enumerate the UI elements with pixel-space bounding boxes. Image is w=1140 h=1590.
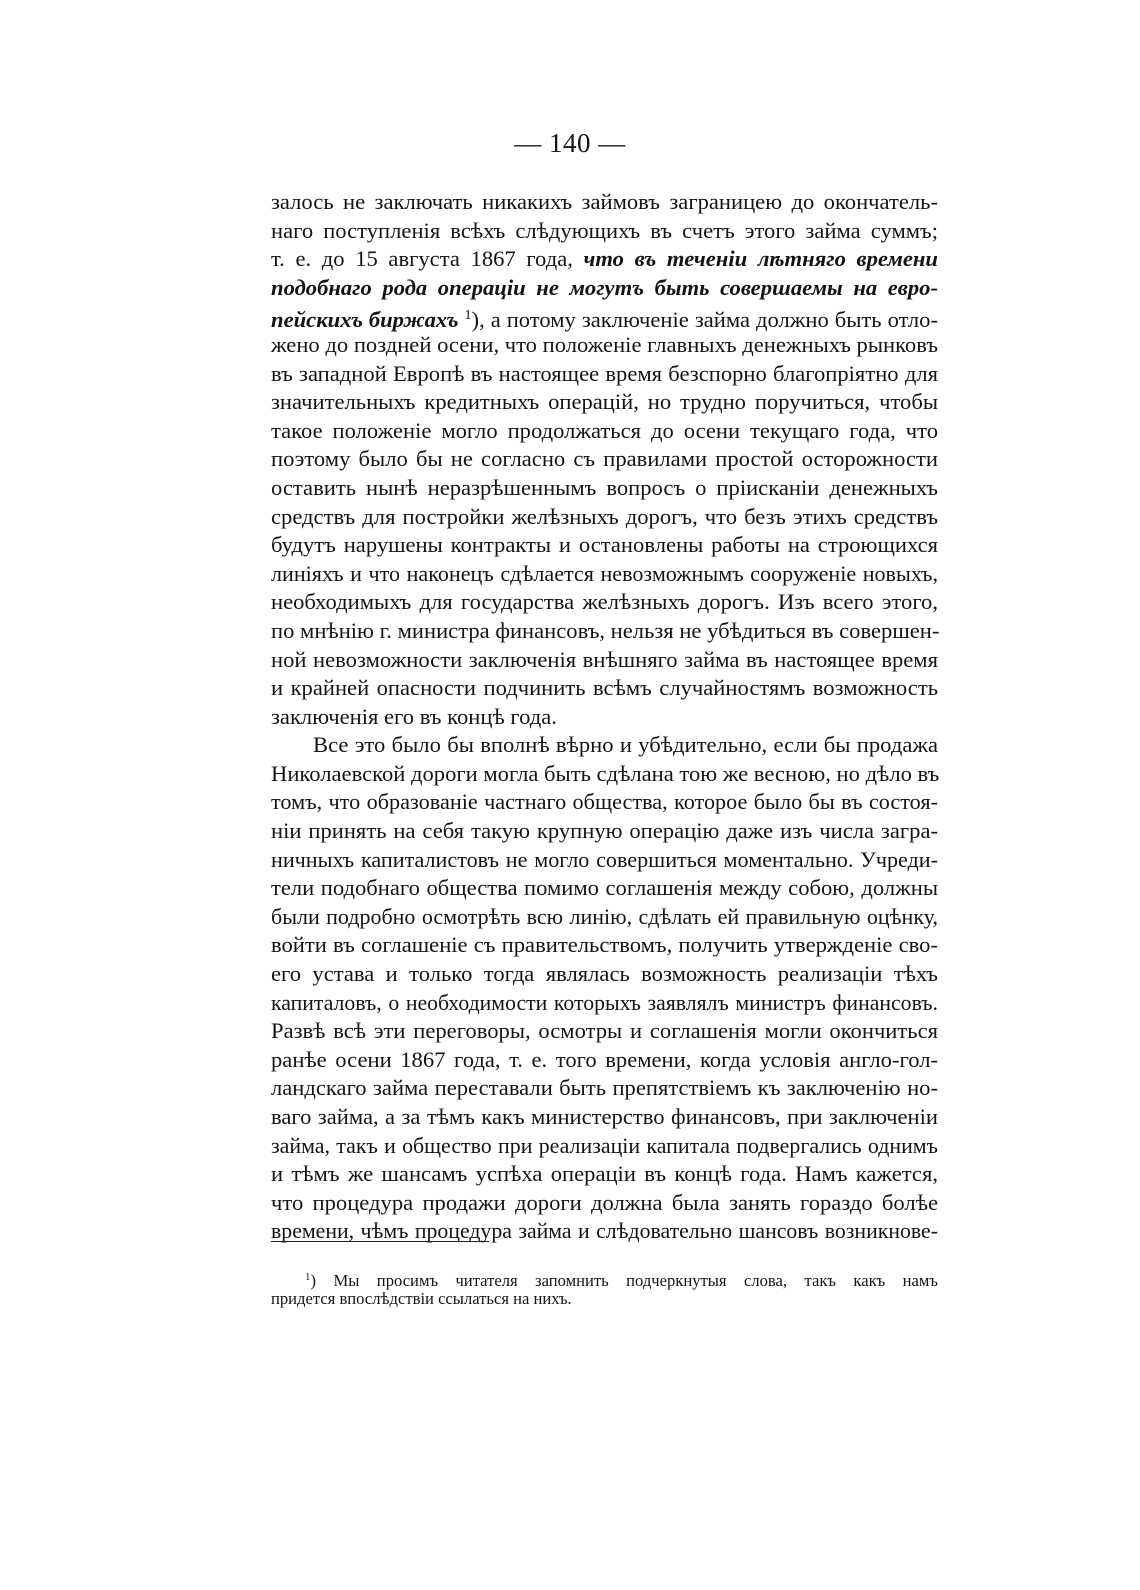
text-line: ваго займа, а за тѣмъ какъ министерство финансовъ, при заключеніи: [271, 1104, 938, 1129]
text-line: ной невозможности заключенія внѣшняго займа въ настоящее время: [271, 646, 938, 672]
text-line: и крайней опасности подчинить всѣмъ случайностямъ возможность: [271, 675, 938, 701]
text-line: ніи принять на себя такую крупную операцію даже изъ числа загра-: [271, 818, 938, 844]
text-line: его устава и только тогда являлась возможность реализаціи тѣхъ: [271, 961, 938, 987]
footnote-reference: 1: [464, 308, 472, 324]
text-line: залось не заключать никакихъ займовъ заграницею до окончатель-: [271, 189, 938, 214]
text-line: [271, 302, 938, 331]
text-line: наго поступленія всѣхъ слѣдующихъ въ счетъ этого займа суммъ;: [271, 217, 938, 243]
footnote-divider: [271, 1241, 489, 1242]
text-line: по мнѣнію г. министра финансовъ, нельзя не убѣдиться въ совершен-: [271, 617, 940, 643]
text-line: займа, такъ и общество при реализаціи капитала подвергались однимъ: [271, 1132, 938, 1158]
text-line: средствъ для постройки желѣзныхъ дорогъ, что безъ этихъ средствъ: [271, 503, 938, 529]
text-line: тели подобнаго общества помимо соглашенія между собою, должны: [271, 875, 938, 901]
footnote-text: ) Мы просимъ читателя запомнить подчеркнутыя слова, такъ какъ намъ: [310, 1271, 938, 1290]
text-line: были подробно осмотрѣть всю линію, сдѣлать ей правильную оцѣнку,: [271, 903, 938, 929]
footnote-marker: 1: [305, 1271, 311, 1283]
text-segment: ), а потому заключеніе займа должно быть отло-: [471, 307, 938, 333]
text-line: поэтому было бы не согласно съ правилами простой осторожности: [271, 446, 938, 472]
text-line: значительныхъ кредитныхъ операцій, но трудно поручиться, чтобы: [271, 389, 938, 415]
footnote: [271, 1266, 938, 1310]
text-line: [271, 274, 938, 303]
text-line: ранѣе осени 1867 года, т. е. того времени, когда условія англо-гол-: [271, 1046, 938, 1072]
emphasized-text: пейскихъ биржахъ: [271, 307, 459, 333]
text-line: ничныхъ капиталистовъ не могло совершиться моментально. Учреди-: [271, 846, 938, 872]
text-line: войти въ соглашеніе съ правительствомъ, получить утвержденіе сво-: [271, 932, 938, 958]
text-line: жено до поздней осени, что положеніе главныхъ денежныхъ рынковъ: [271, 331, 939, 357]
text-line: Развѣ всѣ эти переговоры, осмотры и соглашенія могли окончиться: [271, 1018, 938, 1044]
emphasized-text: подобнаго рода операціи не могутъ быть совершаемы на евро-: [271, 274, 938, 300]
text-line: ландскаго займа переставали быть препятствіемъ къ заключенію но-: [271, 1075, 938, 1101]
footnote-line: придется впослѣдствіи ссылаться на нихъ.: [271, 1289, 572, 1308]
text-line: капиталовъ, о необходимости которыхъ заявлялъ министръ финансовъ.: [271, 990, 938, 1015]
text-line: и тѣмъ же шансамъ успѣха операціи въ концѣ года. Намъ кажется,: [271, 1161, 938, 1187]
text-line: линіяхъ и что наконецъ сдѣлается невозможнымъ сооруженіе новыхъ,: [271, 560, 938, 586]
footnote-line: [271, 1266, 938, 1288]
text-segment: т. е. до 15 августа 1867 года,: [271, 246, 573, 272]
text-line: такое положеніе могло продолжаться до осени текущаго года, что: [271, 417, 938, 443]
page-number: — 140 —: [514, 128, 626, 158]
text-line: Николаевской дороги могла быть сдѣлана тою же весною, но дѣло въ: [271, 760, 940, 786]
text-line: необходимыхъ для государства желѣзныхъ дорогъ. Изъ всего этого,: [271, 589, 938, 615]
text-line: въ западной Европѣ въ настоящее время безспорно благопріятно для: [271, 360, 938, 386]
text-line: заключенія его въ концѣ года.: [271, 703, 557, 729]
body-text: [271, 188, 938, 1246]
text-line: будутъ нарушены контракты и остановлены работы на строющихся: [271, 532, 938, 558]
text-line: Все это было бы вполнѣ вѣрно и убѣдительно, если бы продажа: [313, 732, 938, 758]
text-line: [271, 245, 938, 274]
text-line: томъ, что образованіе частнаго общества, которое было бы въ состоя-: [271, 789, 938, 815]
emphasized-text: что въ теченіи лѣтняго времени: [583, 246, 938, 272]
text-line: что процедура продажи дороги должна была занять гораздо болѣе: [271, 1189, 938, 1215]
text-line: оставить нынѣ неразрѣшеннымъ вопросъ о пріисканіи денежныхъ: [271, 474, 938, 500]
text-line: времени, чѣмъ процедура займа и слѣдовательно шансовъ возникнове-: [271, 1219, 938, 1244]
